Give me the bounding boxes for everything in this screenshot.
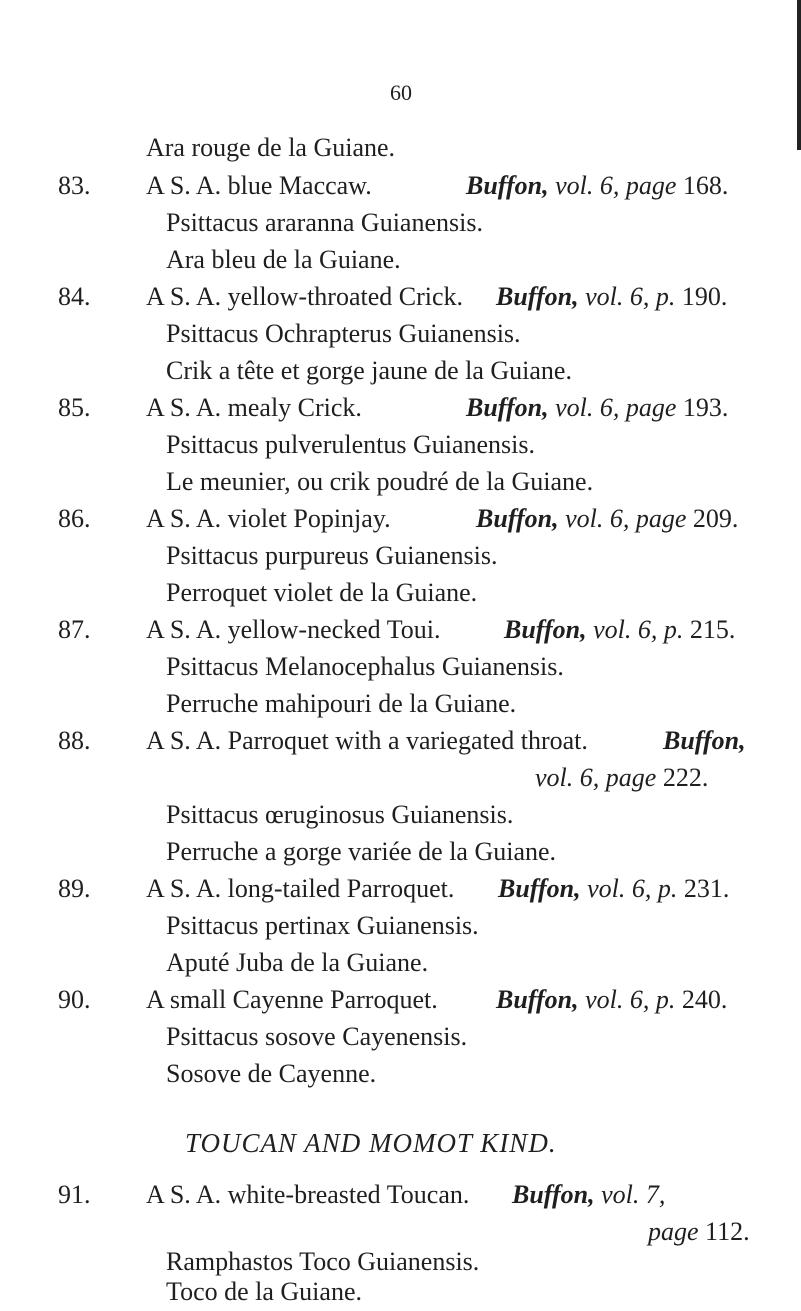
ref-page: 231. <box>683 874 730 903</box>
buffon-reference <box>476 504 738 534</box>
entry-number: 84. <box>58 282 91 311</box>
buffon-reference <box>504 615 735 645</box>
ref-author: Buffon, <box>496 282 579 311</box>
entry-number: 86. <box>58 504 91 533</box>
ref-author-text: Buffon, <box>663 726 746 755</box>
ref-author: Buffon, <box>466 393 549 422</box>
entry-line: Perruche mahipouri de la Guiane. <box>166 689 517 718</box>
ref-volume: vol. 6, page <box>535 763 657 792</box>
ref-volume: vol. 6, page <box>558 504 687 533</box>
entry-line: Crik a tête et gorge jaune de la Guiane. <box>166 356 572 385</box>
entry-line: Ramphastos Toco Guianensis. <box>166 1247 480 1276</box>
ref-author: Buffon, <box>498 874 581 903</box>
entry-line: A S. A. blue Maccaw. <box>146 171 372 200</box>
entry-number: 85. <box>58 393 91 422</box>
ref-author: Buffon, <box>466 171 549 200</box>
section-heading: TOUCAN AND MOMOT KIND. <box>185 1128 557 1158</box>
ref-author: Buffon, <box>496 985 579 1014</box>
ref-author: Buffon, <box>504 615 587 644</box>
ref-volume: vol. 6, p. <box>580 874 678 903</box>
buffon-reference <box>466 393 728 423</box>
ref-volume: vol. 6, page <box>548 393 677 422</box>
entry-line: Ara rouge de la Guiane. <box>146 133 396 162</box>
ref-page: 168. <box>682 171 729 200</box>
entry-line: Psittacus purpureus Guianensis. <box>166 541 498 570</box>
entry-line: A S. A. yellow-necked Toui. <box>146 615 441 644</box>
buffon-reference <box>535 763 708 793</box>
page-edge-mark <box>797 0 801 150</box>
entry-number: 88. <box>58 726 91 755</box>
buffon-reference <box>496 985 727 1015</box>
ref-volume: vol. 6, page <box>548 171 677 200</box>
entry-line: Psittacus Ochrapterus Guianensis. <box>166 319 521 348</box>
entry-line: A S. A. violet Popinjay. <box>146 504 391 533</box>
entry-line: A S. A. white-breasted Toucan. <box>146 1180 470 1209</box>
entry-line: Psittacus pertinax Guianensis. <box>166 911 479 940</box>
entry-line: Perroquet violet de la Guiane. <box>166 578 478 607</box>
ref-page: 222. <box>662 763 709 792</box>
entry-line: Perruche a gorge variée de la Guiane. <box>166 837 557 866</box>
entry-number: 90. <box>58 985 91 1014</box>
ref-author <box>663 726 746 756</box>
entry-line: A S. A. yellow-throated Crick. <box>146 282 464 311</box>
ref-page: 215. <box>689 615 736 644</box>
ref-volume: vol. 6, p. <box>578 985 676 1014</box>
entry-line: Psittacus araranna Guianensis. <box>166 208 483 237</box>
buffon-reference <box>466 171 728 201</box>
buffon-reference <box>498 874 729 904</box>
entry-number: 89. <box>58 874 91 903</box>
entry-line: A S. A. Parroquet with a variegated throat. <box>146 726 588 755</box>
entry-line: Sosove de Cayenne. <box>166 1059 377 1088</box>
ref-page: 193. <box>682 393 729 422</box>
entry-number: 83. <box>58 171 91 200</box>
ref-volume: vol. 6, p. <box>578 282 676 311</box>
entry-line: A S. A. mealy Crick. <box>146 393 362 422</box>
ref-page-word: page <box>648 1217 699 1246</box>
ref-page: 240. <box>681 985 728 1014</box>
page-number: 60 <box>390 80 412 105</box>
ref-author: Buffon, <box>476 504 559 533</box>
ref-volume: vol. 6, p. <box>586 615 684 644</box>
entry-line: Ara bleu de la Guiane. <box>166 245 401 274</box>
ref-page: 112. <box>705 1217 750 1246</box>
entry-line: A S. A. long-tailed Parroquet. <box>146 874 455 903</box>
entry-line: Psittacus sosove Cayenensis. <box>166 1022 468 1051</box>
ref-page: 190. <box>681 282 728 311</box>
buffon-reference <box>512 1180 665 1210</box>
entry-line: Le meunier, ou crik poudré de la Guiane. <box>166 467 594 496</box>
entry-line: A small Cayenne Parroquet. <box>146 985 438 1014</box>
ref-volume: vol. 7, <box>594 1180 666 1209</box>
entry-line: Toco de la Guiane. <box>166 1277 362 1306</box>
entry-line: Psittacus Melanocephalus Guianensis. <box>166 652 564 681</box>
entry-number: 87. <box>58 615 91 644</box>
buffon-reference <box>496 282 727 312</box>
entry-number: 91. <box>58 1180 91 1209</box>
entry-line: Psittacus œruginosus Guianensis. <box>166 800 514 829</box>
entry-line: Psittacus pulverulentus Guianensis. <box>166 430 536 459</box>
ref-author: Buffon, <box>512 1180 595 1209</box>
buffon-reference-page <box>648 1217 750 1247</box>
ref-page: 209. <box>692 504 739 533</box>
entry-line: Aputé Juba de la Guiane. <box>166 948 429 977</box>
